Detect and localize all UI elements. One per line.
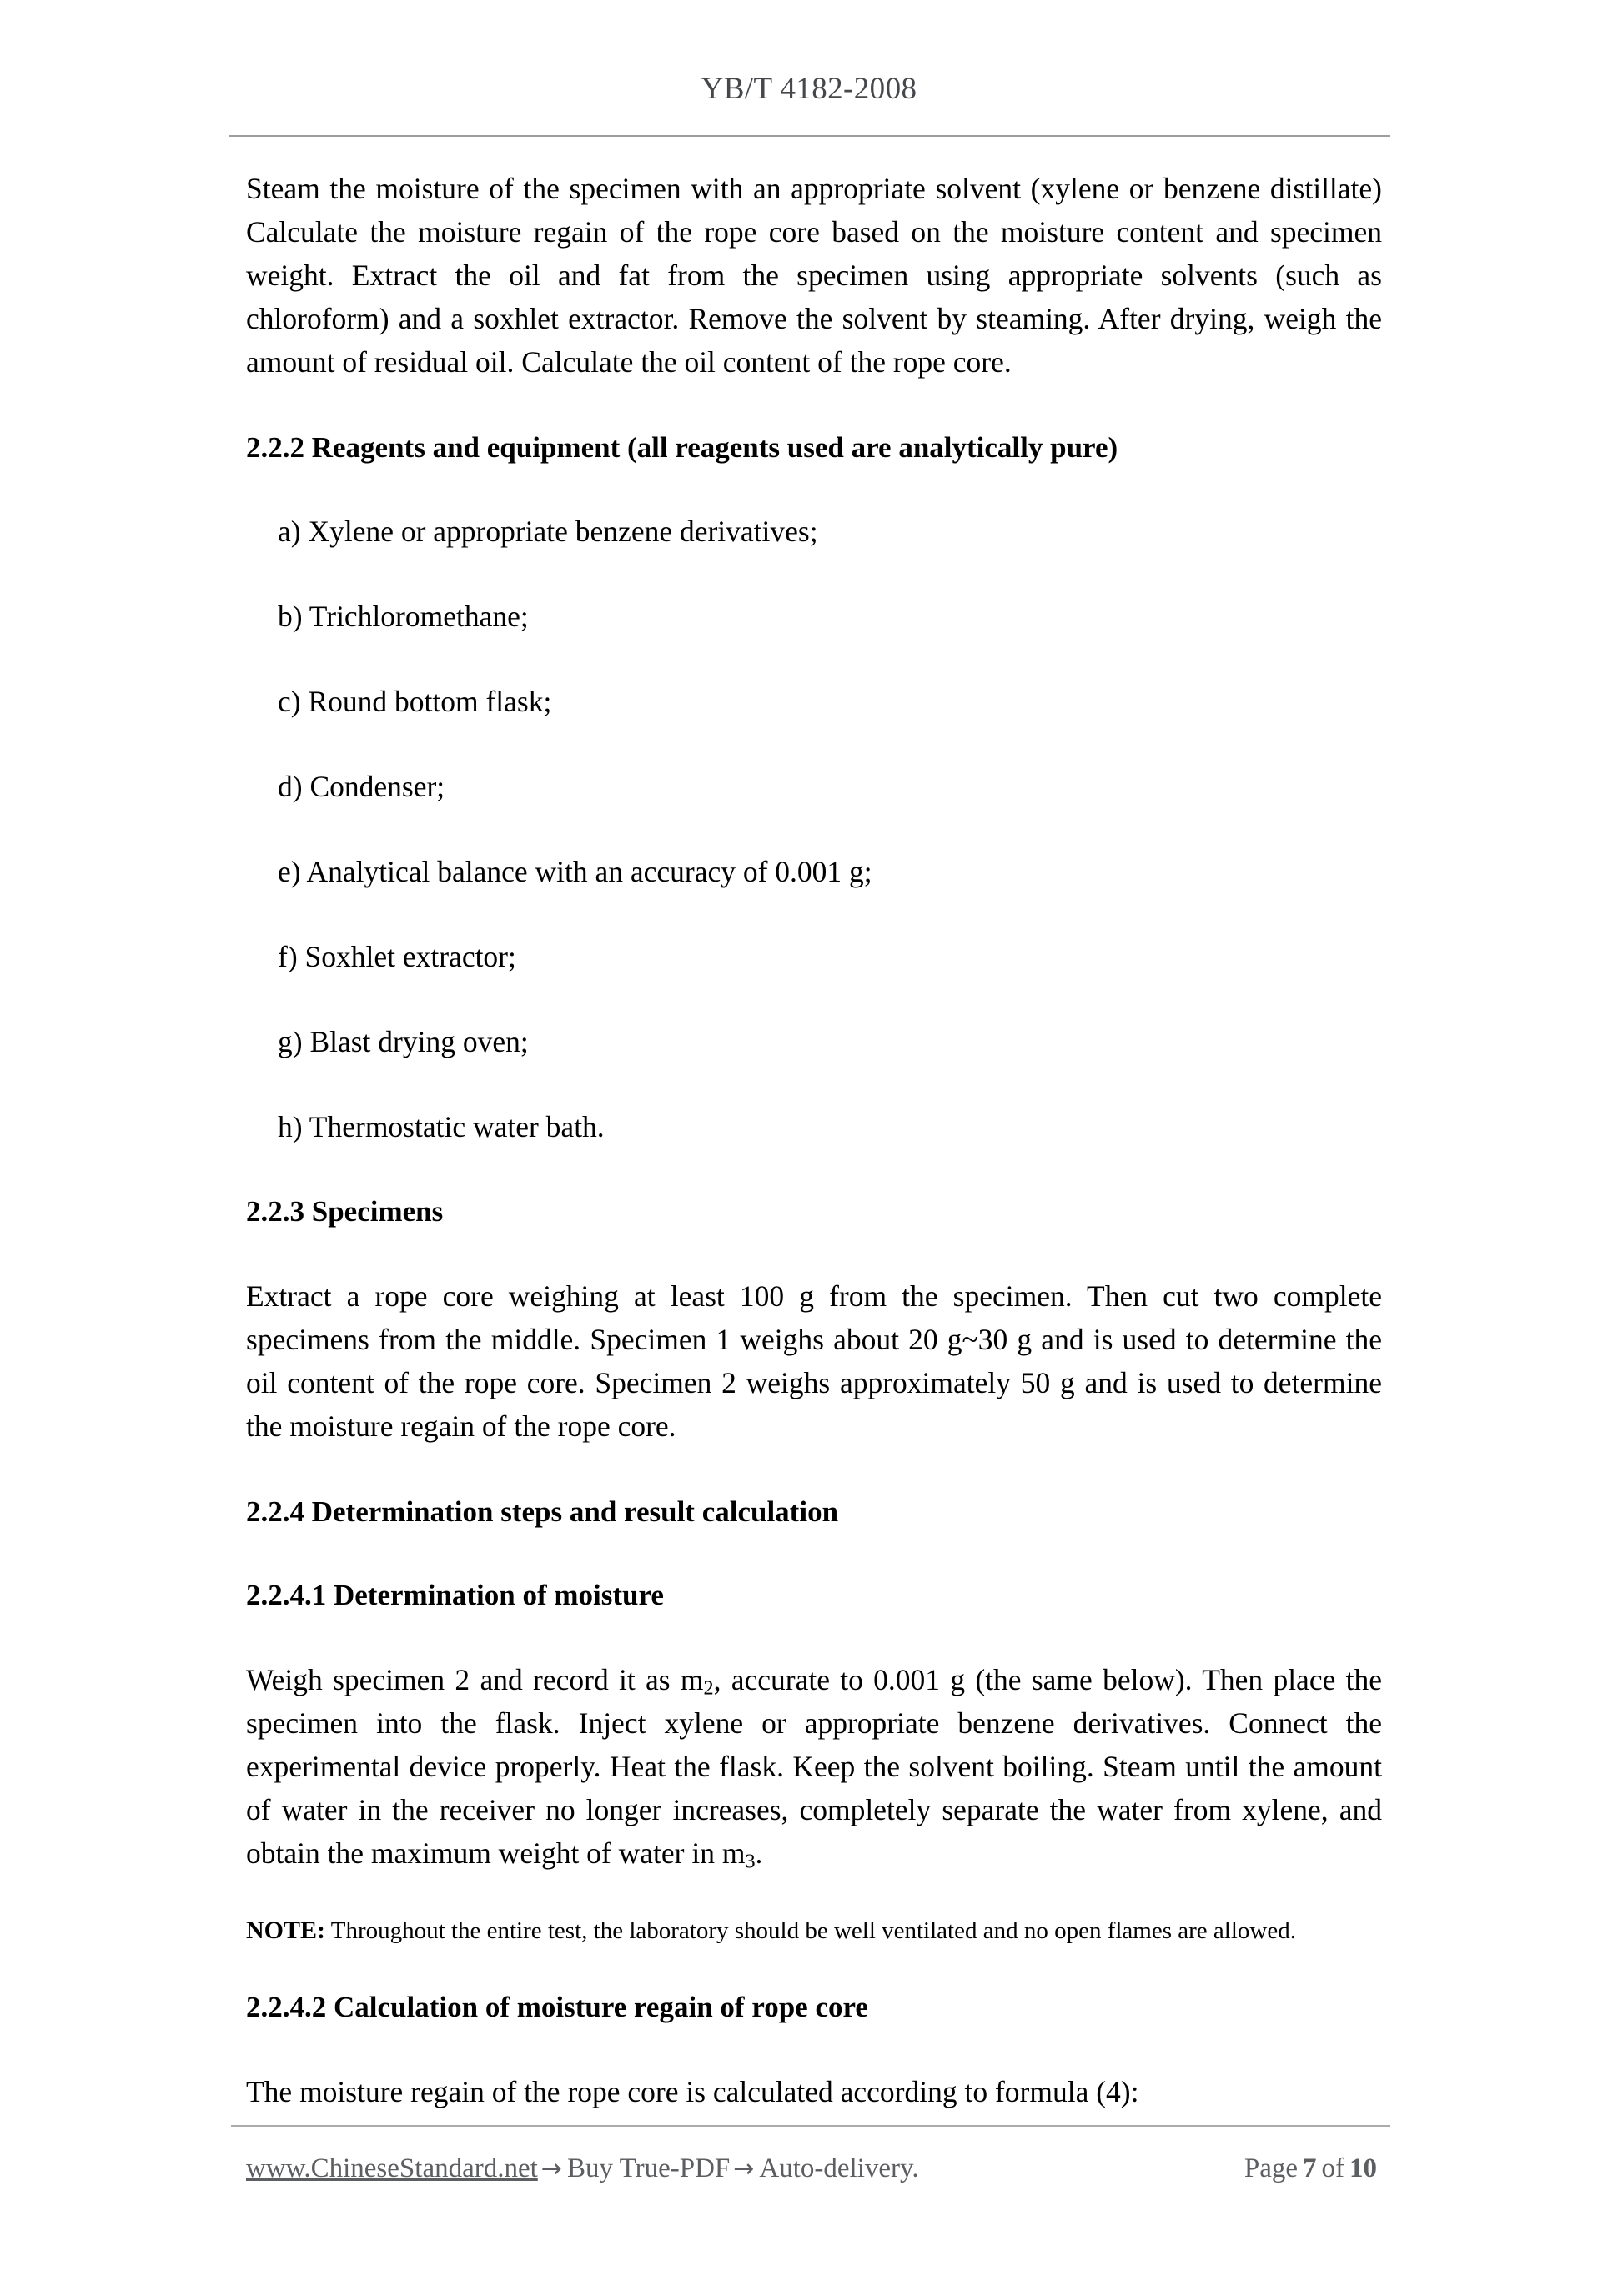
- spacer: [246, 637, 1382, 681]
- list-item: b) Trichloromethane;: [278, 600, 529, 633]
- moisture-text-part-3: .: [755, 1836, 763, 1870]
- formula-intro-paragraph: The moisture regain of the rope core is calculated according to formula (4):: [246, 2075, 1139, 2108]
- of-label: of: [1321, 2153, 1344, 2183]
- variable-m2-subscript: 2: [703, 1676, 714, 1700]
- variable-m3-subscript: 3: [745, 1850, 756, 1873]
- specimens-paragraph: Extract a rope core weighing at least 100 g from the specimen. Then cut two complete specimens from the middle. Specimen 1 weighs about 20 g~30 g and is used to determine the oil content of the rope core. Specimen 2 weighs approximately 50 g and is used to determine the moisture regain of the rope core.: [246, 1279, 1382, 1443]
- spacer: [246, 892, 1382, 936]
- page-label: Page: [1244, 2153, 1298, 2183]
- note-label: NOTE:: [246, 1917, 326, 1944]
- spacer: [246, 2028, 1382, 2070]
- heading-2-2-4: 2.2.4 Determination steps and result calculation: [246, 1495, 839, 1528]
- arrow-right-icon: →: [540, 2154, 562, 2183]
- heading-2-2-2: 2.2.2 Reagents and equipment (all reagents used are analytically pure): [246, 431, 1118, 464]
- current-page-number: 7: [1303, 2153, 1317, 2183]
- total-page-count: 10: [1349, 2153, 1377, 2183]
- page-header: [229, 72, 1389, 108]
- spacer: [246, 1875, 1382, 1912]
- spacer: [246, 722, 1382, 766]
- spacer: [246, 1448, 1382, 1491]
- spacer: [246, 1233, 1382, 1274]
- footer-promo: [246, 2150, 919, 2188]
- spacer: [246, 1616, 1382, 1658]
- list-item: h) Thermostatic water bath.: [278, 1110, 605, 1143]
- heading-2-2-4-2: 2.2.4.2 Calculation of moisture regain of rope core: [246, 1991, 868, 2023]
- chinesestandard-link[interactable]: www.ChineseStandard.net: [246, 2153, 538, 2183]
- spacer: [246, 1063, 1382, 1106]
- spacer: [246, 977, 1382, 1021]
- list-item: f) Soxhlet extractor;: [278, 940, 516, 973]
- spacer: [246, 384, 1382, 427]
- header-divider: [229, 135, 1390, 137]
- heading-2-2-4-1: 2.2.4.1 Determination of moisture: [246, 1579, 664, 1611]
- note-text: Throughout the entire test, the laboratory should be well ventilated and no open flames are allowed.: [325, 1917, 1296, 1944]
- arrow-right-icon: →: [733, 2154, 755, 2183]
- intro-paragraph: Steam the moisture of the specimen with an appropriate solvent (xylene or benzene distillate) Calculate the moisture regain of the rope core based on the moisture content and specimen weight. Extract the oil and fat from the specimen using appropriate solvents (such as chloroform) and a soxhlet extractor. Remove the solvent by steaming. After drying, weigh the amount of residual oil. Calculate the oil content of the rope core.: [246, 172, 1382, 379]
- spacer: [246, 469, 1382, 510]
- buy-true-pdf-text: Buy True-PDF: [566, 2153, 731, 2183]
- spacer: [246, 1148, 1382, 1191]
- list-item: e) Analytical balance with an accuracy of 0.001 g;: [278, 855, 872, 888]
- moisture-text-part-1: Weigh specimen 2 and record it as m: [246, 1663, 704, 1696]
- spacer: [246, 1950, 1382, 1987]
- list-item: d) Condenser;: [278, 770, 445, 803]
- note-block: [246, 1912, 1382, 1950]
- moisture-text-part-2: , accurate to 0.001 g (the same below). Then place the specimen into the flask. Inject xylene or appropriate benzene derivatives. Connect the experimental device properly. Heat the flask. Keep the solvent boiling. Steam until the amount of water in the receiver no longer increases, completely separate the water from xylene, and obtain the maximum weight of water in m: [246, 1663, 1382, 1870]
- page-indicator: [1244, 2150, 1389, 2187]
- moisture-determination-paragraph: [246, 1658, 1382, 1875]
- footer-divider: [231, 2125, 1390, 2127]
- standard-number-header: YB/T 4182-2008: [701, 72, 917, 106]
- heading-2-2-3: 2.2.3 Specimens: [246, 1195, 444, 1228]
- page-footer: [246, 2150, 1389, 2188]
- list-item: g) Blast drying oven;: [278, 1025, 529, 1058]
- list-item: a) Xylene or appropriate benzene derivatives;: [278, 515, 818, 548]
- list-item: c) Round bottom flask;: [278, 685, 552, 718]
- spacer: [246, 552, 1382, 595]
- spacer: [246, 807, 1382, 851]
- auto-delivery-text: Auto-delivery.: [759, 2153, 919, 2183]
- spacer: [246, 1533, 1382, 1575]
- document-content: [246, 167, 1382, 2113]
